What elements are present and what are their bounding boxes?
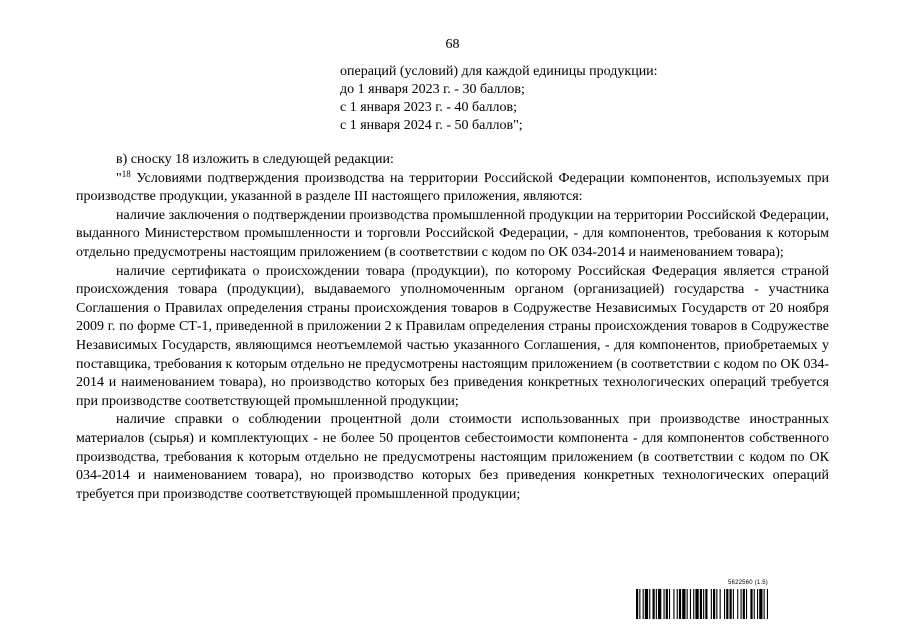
page-number: 68 (445, 37, 460, 52)
continuation-block (340, 63, 820, 135)
footnote-mark: 18 (121, 168, 131, 179)
barcode-icon (636, 589, 832, 619)
document-footer (636, 580, 832, 619)
continuation-line: до 1 января 2023 г. - 30 баллов; (340, 82, 525, 97)
document-body (76, 151, 829, 504)
footnote-paragraph (76, 170, 829, 207)
continuation-line: с 1 января 2023 г. - 40 баллов; (340, 100, 517, 115)
document-id: 5622560 (1.5) (728, 580, 768, 586)
condition-paragraph: наличие сертификата о происхождении товара (продукции), по которому Российская Федерация является страной происхождения товара (продукции), выдаваемого уполномоченным органом (организацией) государства - участника Соглашения о Правилах определения страны происхождения товаров в Содружестве Независимых Государств от 20 ноября 2009 г. по форме СТ-1, приведенной в приложении 2 к Правилам определения страны происхождения товаров в Содружестве Независимых Государств, являющимся неотъемлемой частью указанного Соглашения, - для компонентов, приобретаемых у поставщика, требования к которым отдельно не предусмотрены настоящим приложением (в соответствии с кодом по ОК 034-2014 и наименованием товара), но производство которых без приведения конкретных технологических операций требуется при производстве соответствующей промышленной продукции; (76, 263, 829, 409)
intro-paragraph: в) сноску 18 изложить в следующей редакции: (116, 152, 394, 167)
footnote-text: Условиями подтверждения производства на территории Российской Федерации компонентов, используемых при производстве продукции, указанной в разделе III настоящего приложения, являются: (76, 170, 829, 205)
condition-paragraph: наличие заключения о подтверждении производства промышленной продукции на территории Российской Федерации, выданного Министерством промышленности и торговли Российской Федерации, - для компонентов, требования к которым отдельно предусмотрены настоящим приложением (в соответствии с кодом по ОК 034-2014 и наименованием товара); (76, 207, 829, 260)
open-quote: " (116, 170, 122, 186)
condition-paragraph: наличие справки о соблюдении процентной доли стоимости использованных при производстве иностранных материалов (сырья) и комплектующих - не более 50 процентов себестоимости компонента - для компонентов собственного производства, требования к которым отдельно не предусмотрены настоящим приложением (в соответствии с кодом по ОК 034-2014 и наименованием товара), но производство которых без приведения конкретных технологических операций требуется при производстве соответствующей промышленной продукции; (76, 412, 829, 502)
continuation-line: с 1 января 2024 г. - 50 баллов"; (340, 118, 523, 133)
continuation-line: операций (условий) для каждой единицы продукции: (340, 64, 658, 79)
